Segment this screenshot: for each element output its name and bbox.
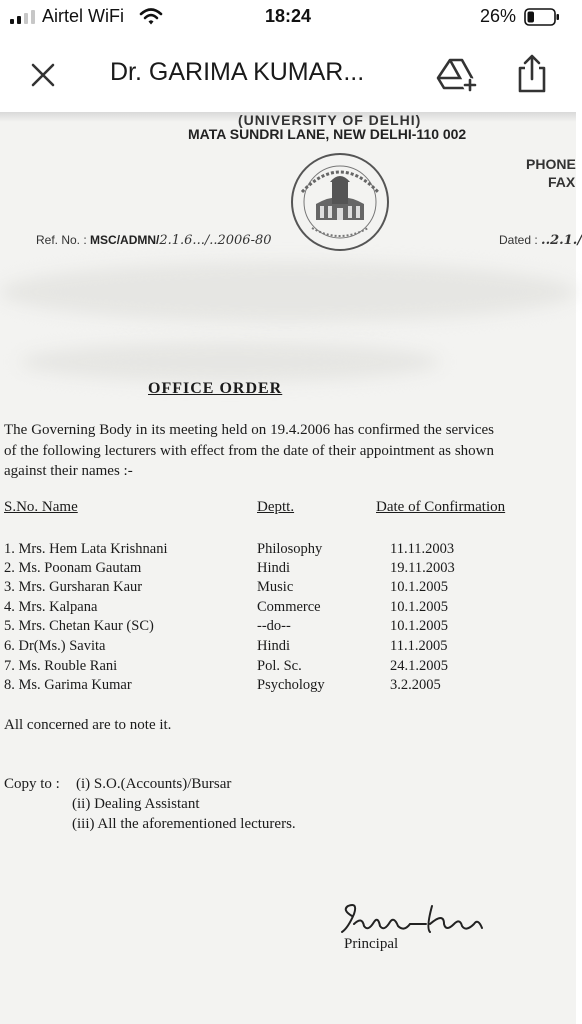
copy-to-label: Copy to : bbox=[4, 776, 60, 792]
order-intro-paragraph: The Governing Body in its meeting held on 19.4.2006 has confirmed the services of the following lecturers with effect from the date of their appointment as shown against their names :- bbox=[4, 422, 494, 479]
lecturer-name: 6. Dr(Ms.) Savita bbox=[4, 638, 106, 654]
lecturer-name: 5. Mrs. Chetan Kaur (SC) bbox=[4, 618, 154, 634]
university-line: (UNIVERSITY OF DELHI) bbox=[238, 112, 422, 128]
lecturer-name: 7. Ms. Rouble Rani bbox=[4, 658, 118, 674]
table-row bbox=[0, 579, 576, 599]
lecturer-dept: Pol. Sc. bbox=[257, 658, 302, 674]
battery-icon bbox=[524, 8, 560, 26]
lecturer-dept: Commerce bbox=[257, 599, 321, 615]
reference-number: Ref. No. : MSC/ADMN/2.1.6.../..2006-80 bbox=[36, 233, 272, 248]
document-title: Dr. GARIMA KUMAR... bbox=[110, 58, 365, 86]
lecturer-dept: Hindi bbox=[257, 638, 291, 654]
table-row bbox=[0, 541, 576, 561]
confirmation-date: 10.1.2005 bbox=[390, 599, 448, 615]
lecturer-name: 4. Mrs. Kalpana bbox=[4, 599, 98, 615]
table-row bbox=[0, 658, 576, 678]
table-row bbox=[0, 560, 576, 580]
close-icon bbox=[31, 63, 55, 87]
fax-label: FAX bbox=[548, 174, 576, 190]
status-bar bbox=[0, 0, 576, 36]
table-row bbox=[0, 677, 576, 697]
confirmation-date: 10.1.2005 bbox=[390, 579, 448, 595]
column-header-dept: Deptt. bbox=[257, 499, 295, 515]
clock-time: 18:24 bbox=[264, 6, 312, 26]
lecturer-name: 3. Mrs. Gursharan Kaur bbox=[4, 579, 143, 595]
dated-field: Dated : ..2.1./ bbox=[499, 233, 582, 248]
add-to-drive-button[interactable] bbox=[436, 54, 480, 94]
confirmation-date: 3.2.2005 bbox=[390, 677, 441, 693]
table-row bbox=[0, 599, 576, 619]
confirmation-date: 24.1.2005 bbox=[390, 658, 448, 674]
column-header-date: Date of Confirmation bbox=[376, 499, 506, 515]
college-seal-logo bbox=[290, 152, 390, 252]
college-address: MATA SUNDRI LANE, NEW DELHI-110 002 bbox=[188, 126, 467, 142]
lecturer-dept: Philosophy bbox=[257, 541, 323, 557]
phone-label: PHONE bbox=[526, 156, 576, 172]
copy-item: (iii) All the aforementioned lecturers. bbox=[72, 816, 296, 832]
confirmation-date: 11.11.2003 bbox=[390, 541, 455, 557]
column-header-name: S.No. Name bbox=[4, 499, 78, 515]
table-row bbox=[0, 618, 576, 638]
lecturer-name: 1. Mrs. Hem Lata Krishnani bbox=[4, 541, 168, 557]
notice-text: All concerned are to note it. bbox=[4, 717, 172, 733]
copy-item: (ii) Dealing Assistant bbox=[72, 796, 200, 812]
share-button[interactable] bbox=[510, 52, 554, 94]
confirmation-date: 10.1.2005 bbox=[390, 618, 448, 634]
add-to-drive-icon bbox=[436, 54, 480, 94]
carrier-name: Airtel WiFi bbox=[42, 6, 124, 26]
close-button[interactable] bbox=[24, 56, 62, 94]
lecturer-name: 8. Ms. Garima Kumar bbox=[4, 677, 132, 693]
confirmation-date: 19.11.2003 bbox=[390, 560, 455, 576]
viewer-header bbox=[0, 36, 576, 112]
document-scan bbox=[0, 112, 582, 1024]
lecturer-dept: Psychology bbox=[257, 677, 325, 693]
table-row bbox=[0, 638, 576, 658]
confirmation-date: 11.1.2005 bbox=[390, 638, 448, 654]
share-icon bbox=[510, 52, 554, 94]
lecturer-name: 2. Ms. Poonam Gautam bbox=[4, 560, 142, 576]
lecturer-dept: Music bbox=[257, 579, 294, 595]
lecturer-dept: --do-- bbox=[257, 618, 291, 634]
lecturer-dept: Hindi bbox=[257, 560, 291, 576]
office-order-title: OFFICE ORDER bbox=[148, 380, 283, 397]
battery-percentage: 26% bbox=[479, 6, 516, 26]
copy-item: (i) S.O.(Accounts)/Bursar bbox=[76, 776, 232, 792]
principal-label: Principal bbox=[344, 936, 399, 952]
